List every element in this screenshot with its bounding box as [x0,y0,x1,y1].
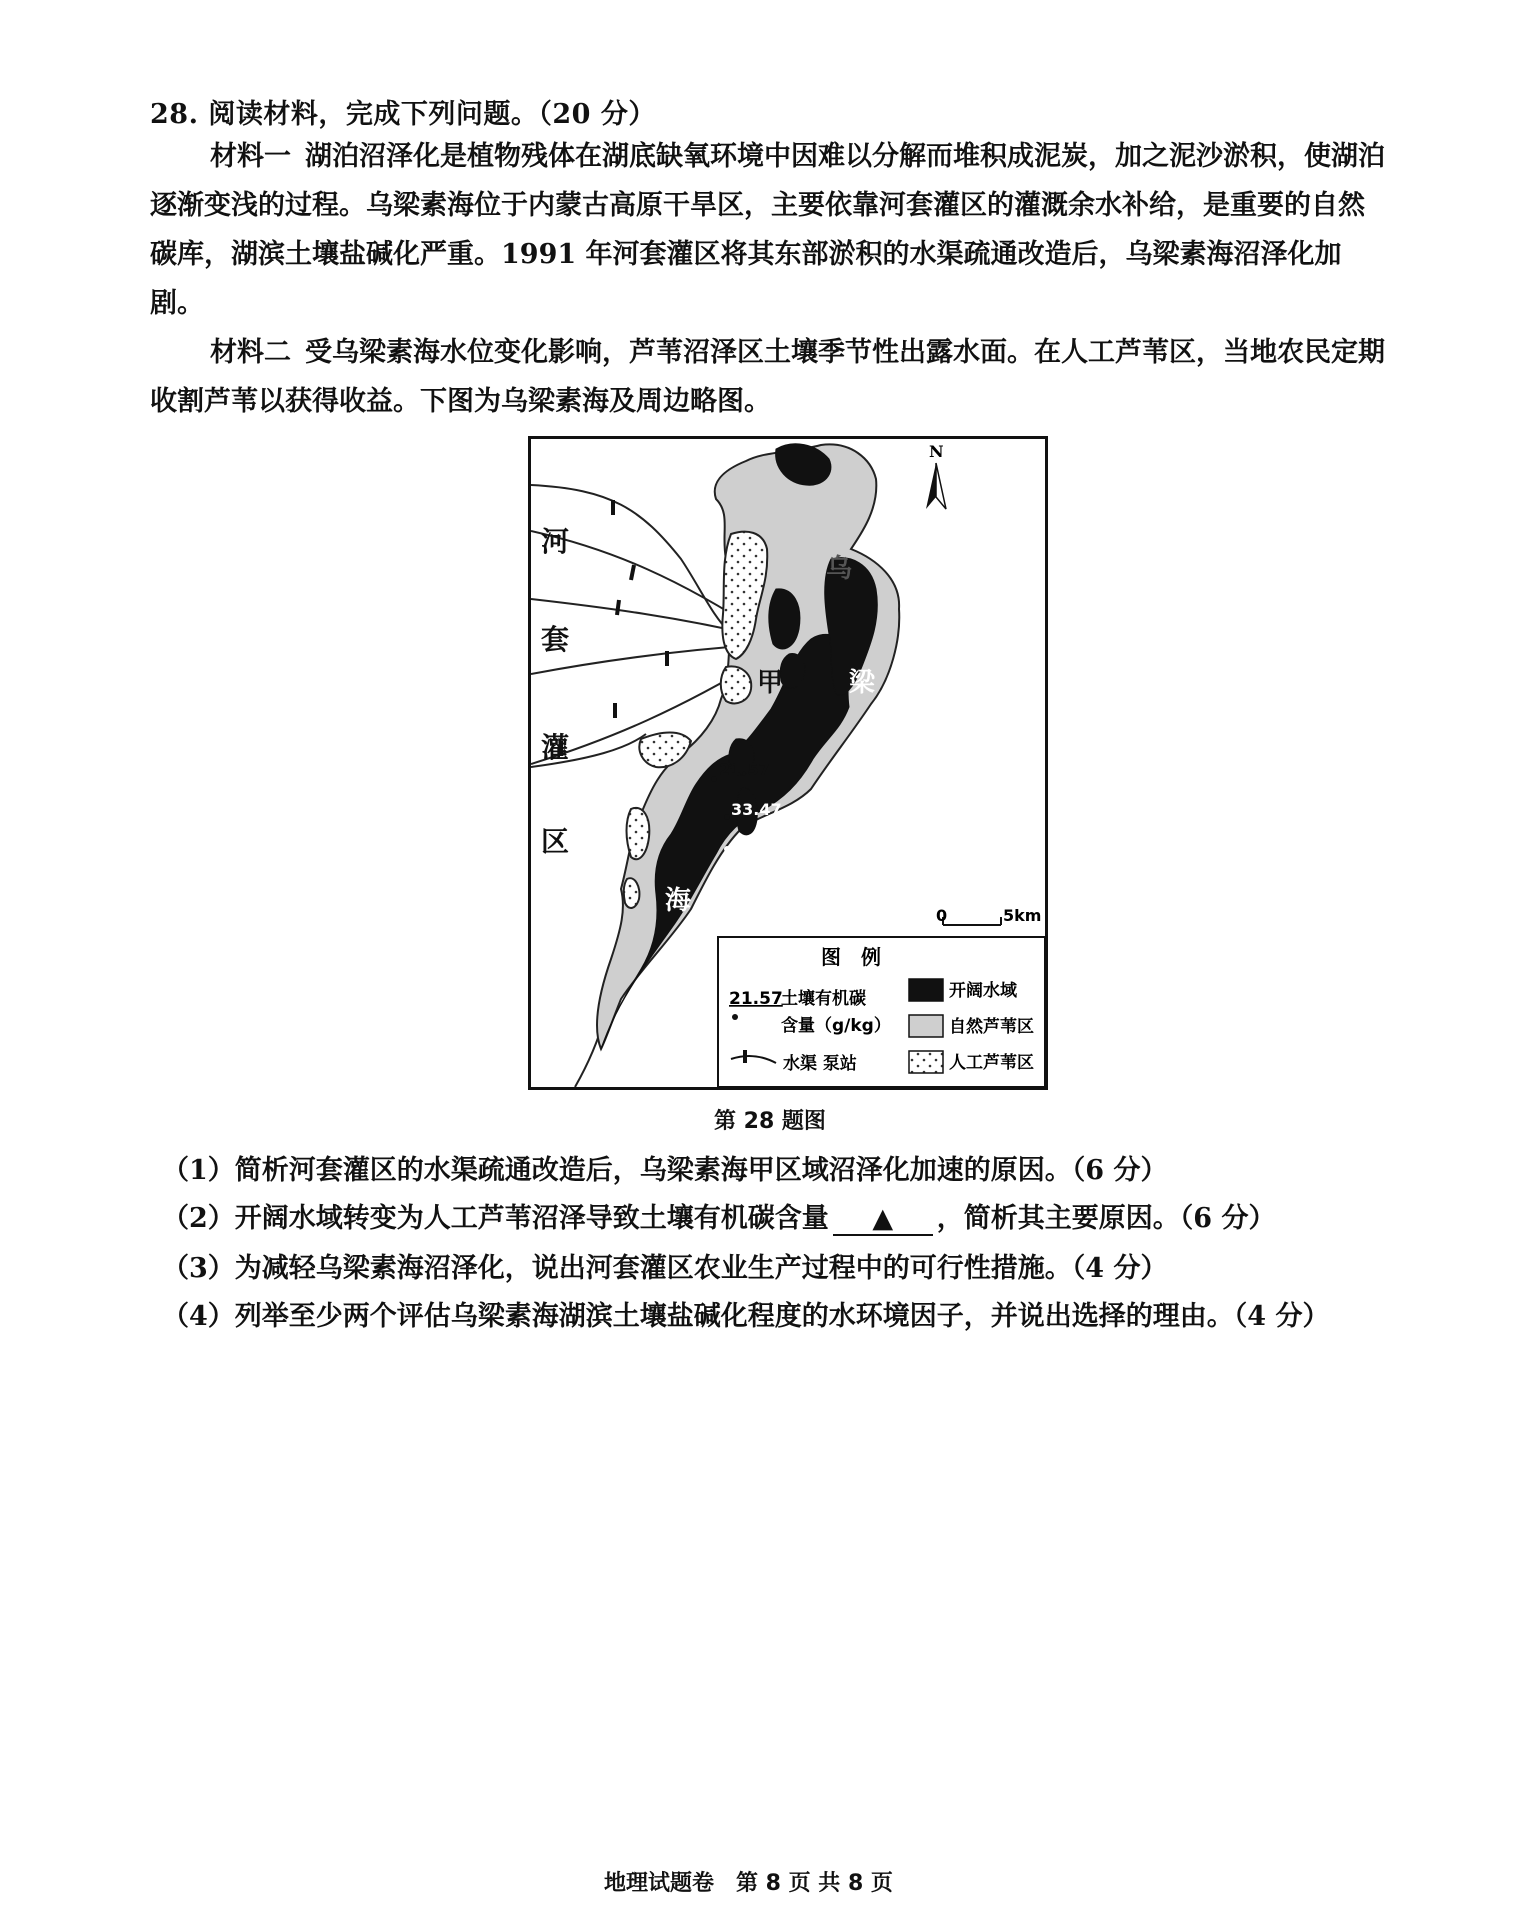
material-two-label: 材料二 [210,337,291,368]
subquestion-2-after: ，简析其主要原因。（6 分） [936,1203,1276,1234]
material-one [150,132,1390,328]
north-arrow [926,442,946,509]
subquestion-3: （3）为减轻乌梁素海沼泽化，说出河套灌区农业生产过程中的可行性措施。（4 分） [162,1253,1168,1284]
artificial-reed-area [721,666,751,703]
subquestion-4: （4）列举至少两个评估乌梁素海湖滨土壤盐碱化程度的水环境因子，并说出选择的理由。（4 分） [162,1301,1330,1332]
lake-char-hai: 海 [665,886,692,916]
legend-carbon-label-1: 土壤有机碳 [781,989,866,1009]
pump-station [617,600,619,615]
open-water-area [769,589,800,649]
artificial-reed-area [624,878,640,908]
legend-artificial-reed: 人工芦苇区 [949,1053,1034,1073]
material-one-label: 材料一 [210,141,291,172]
material-two [150,328,1390,426]
north-label: N [929,442,944,461]
legend [718,937,1045,1087]
legend-swatch-natural-reed [909,1015,943,1037]
legend-title: 图 例 [821,945,881,969]
figure-caption: 第 28 题图 [714,1109,826,1134]
zone-label-jia: 甲 [757,668,784,698]
lake-char-su: 素 [827,766,854,796]
map-figure [528,436,1048,1090]
scale-bar [936,906,1041,925]
legend-carbon-value: 21.57 [729,989,783,1009]
map-svg [531,439,1045,1087]
pump-station [631,565,634,580]
lake-char-wu: 乌 [826,554,853,584]
legend-swatch-artificial-reed [909,1051,943,1073]
page-footer: 地理试题卷 第 8 页 共 8 页 [604,1871,893,1896]
subquestion-1: （1）简析河套灌区的水渠疏通改造后，乌梁素海甲区域沼泽化加速的原因。（6 分） [162,1155,1168,1186]
carbon-value: 21.57 [719,760,770,779]
sample-point [724,846,730,852]
material-one-text: 湖泊沼泽化是植物残体在湖底缺氧环境中因难以分解而堆积成泥炭，加之泥沙淤积，使湖泊逐渐变浅的过程。乌梁素海位于内蒙古高原干旱区，主要依靠河套灌区的灌溉余水补给，是重要的自然碳库，湖滨土壤盐碱化严重。1991 年河套灌区将其东部淤积的水渠疏通改造后，乌梁素海沼泽化加剧。 [150,141,1385,319]
region-char-qu: 区 [541,825,570,858]
subquestion-2-before: （2）开阔水域转变为人工芦苇沼泽导致土壤有机碳含量 [162,1203,829,1234]
question-title: 28. 阅读材料，完成下列问题。（20 分） [150,99,656,130]
legend-open-water: 开阔水域 [949,981,1017,1001]
region-char-he: 河 [541,525,570,558]
region-char-guan: 灌 [541,731,570,764]
sample-point [724,814,730,820]
legend-carbon-label-2: 含量（g/kg） [781,1016,891,1036]
material-two-text: 受乌梁素海水位变化影响，芦苇沼泽区土壤季节性出露水面。在人工芦苇区，当地农民定期收割芦苇以获得收益。下图为乌梁素海及周边略图。 [150,337,1385,417]
legend-natural-reed: 自然芦苇区 [949,1017,1034,1037]
lake-char-liang: 梁 [849,668,876,698]
carbon-value: 33.47 [731,800,782,819]
carbon-value: 39.47 [731,838,782,857]
answer-blank: ▲ [833,1203,933,1236]
scale-end: 5km [1003,906,1042,925]
legend-swatch-open-water [909,979,943,1001]
sample-point [711,776,717,782]
artificial-reed-area [627,808,650,859]
legend-canal: 水渠 泵站 [783,1054,857,1074]
region-char-tao: 套 [541,623,570,656]
scale-zero: 0 [936,906,948,925]
subquestion-2 [162,1196,1275,1236]
